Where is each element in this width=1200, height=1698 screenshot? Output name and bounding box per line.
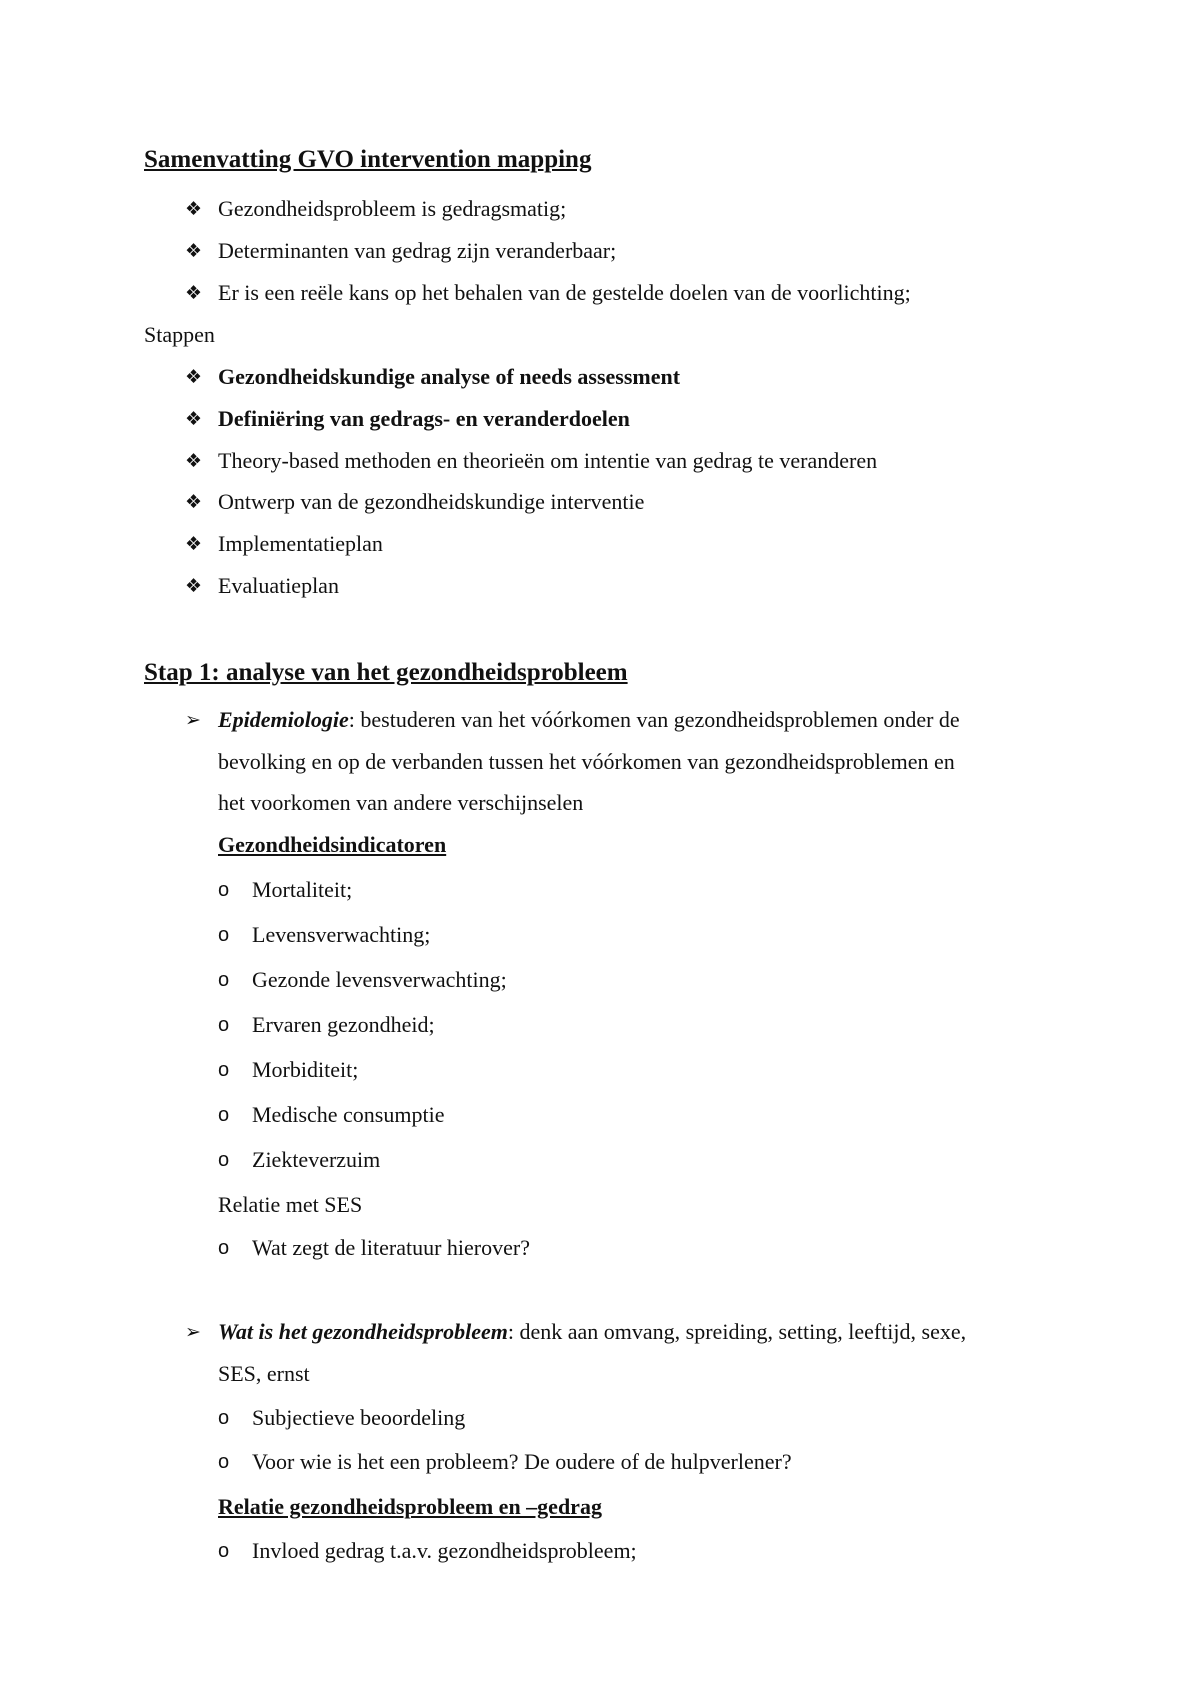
step-item: Theory-based methoden en theorieën om intentie van gedrag te veranderen	[218, 448, 878, 473]
indicator-item: Ziekteverzuim	[252, 1147, 381, 1172]
problem-text: : denk aan omvang, spreiding, setting, leeftijd, sexe,	[507, 1319, 967, 1344]
section-heading: Stap 1: analyse van het gezondheidsprobleem	[144, 659, 628, 686]
diamond-bullet-icon: ❖	[185, 450, 203, 472]
condition-item: Determinanten van gedrag zijn veranderbaar;	[218, 238, 617, 263]
epidemiology-term: Epidemiologie	[218, 707, 349, 732]
epidemiology-text: het voorkomen van andere verschijnselen	[218, 790, 584, 815]
indicator-item: Morbiditeit;	[252, 1057, 359, 1082]
step-item: Gezondheidskundige analyse of needs assessment	[218, 364, 681, 389]
circle-bullet-icon: o	[218, 1059, 230, 1081]
circle-bullet-icon: o	[218, 1149, 230, 1171]
circle-bullet-icon: o	[218, 1237, 230, 1259]
indicator-item: Ervaren gezondheid;	[252, 1012, 435, 1037]
diamond-bullet-icon: ❖	[185, 198, 203, 220]
epidemiology-paragraph	[218, 706, 960, 734]
diamond-bullet-icon: ❖	[185, 491, 203, 513]
indicator-item: Medische consumptie	[252, 1102, 445, 1127]
problem-item: Subjectieve beoordeling	[252, 1405, 466, 1430]
problem-item: Voor wie is het een probleem? De oudere of de hulpverlener?	[252, 1449, 792, 1474]
condition-item: Gezondheidsprobleem is gedragsmatig;	[218, 196, 567, 221]
circle-bullet-icon: o	[218, 924, 230, 946]
circle-bullet-icon: o	[218, 969, 230, 991]
indicator-item: Levensverwachting;	[252, 922, 431, 947]
problem-paragraph	[218, 1318, 966, 1346]
steps-label: Stappen	[144, 322, 215, 347]
arrow-bullet-icon: ➢	[185, 709, 201, 731]
circle-bullet-icon: o	[218, 1104, 230, 1126]
epidemiology-text: : bestuderen van het vóórkomen van gezondheidsproblemen onder de	[348, 707, 960, 732]
step-item: Evaluatieplan	[218, 573, 339, 598]
relation-heading: Relatie gezondheidsprobleem en –gedrag	[218, 1494, 602, 1519]
circle-bullet-icon: o	[218, 1451, 230, 1473]
ses-item: Wat zegt de literatuur hierover?	[252, 1235, 530, 1260]
arrow-bullet-icon: ➢	[185, 1321, 201, 1343]
relation-item: Invloed gedrag t.a.v. gezondheidsprobleem;	[252, 1538, 637, 1563]
step-item: Ontwerp van de gezondheidskundige interventie	[218, 489, 645, 514]
ses-label: Relatie met SES	[218, 1192, 363, 1217]
epidemiology-text: bevolking en op de verbanden tussen het vóórkomen van gezondheidsproblemen en	[218, 749, 955, 774]
step-item: Definiëring van gedrags- en veranderdoelen	[218, 406, 630, 431]
circle-bullet-icon: o	[218, 1407, 230, 1429]
indicator-item: Gezonde levensverwachting;	[252, 967, 507, 992]
indicator-item: Mortaliteit;	[252, 877, 353, 902]
diamond-bullet-icon: ❖	[185, 575, 203, 597]
indicators-heading: Gezondheidsindicatoren	[218, 832, 447, 857]
circle-bullet-icon: o	[218, 1540, 230, 1562]
diamond-bullet-icon: ❖	[185, 408, 203, 430]
document-title: Samenvatting GVO intervention mapping	[144, 146, 592, 173]
circle-bullet-icon: o	[218, 1014, 230, 1036]
problem-term: Wat is het gezondheidsprobleem	[218, 1319, 508, 1344]
step-item: Implementatieplan	[218, 531, 383, 556]
problem-text: SES, ernst	[218, 1361, 310, 1386]
condition-item: Er is een reële kans op het behalen van de gestelde doelen van de voorlichting;	[218, 280, 911, 305]
diamond-bullet-icon: ❖	[185, 366, 203, 388]
diamond-bullet-icon: ❖	[185, 240, 203, 262]
diamond-bullet-icon: ❖	[185, 533, 203, 555]
circle-bullet-icon: o	[218, 879, 230, 901]
diamond-bullet-icon: ❖	[185, 282, 203, 304]
